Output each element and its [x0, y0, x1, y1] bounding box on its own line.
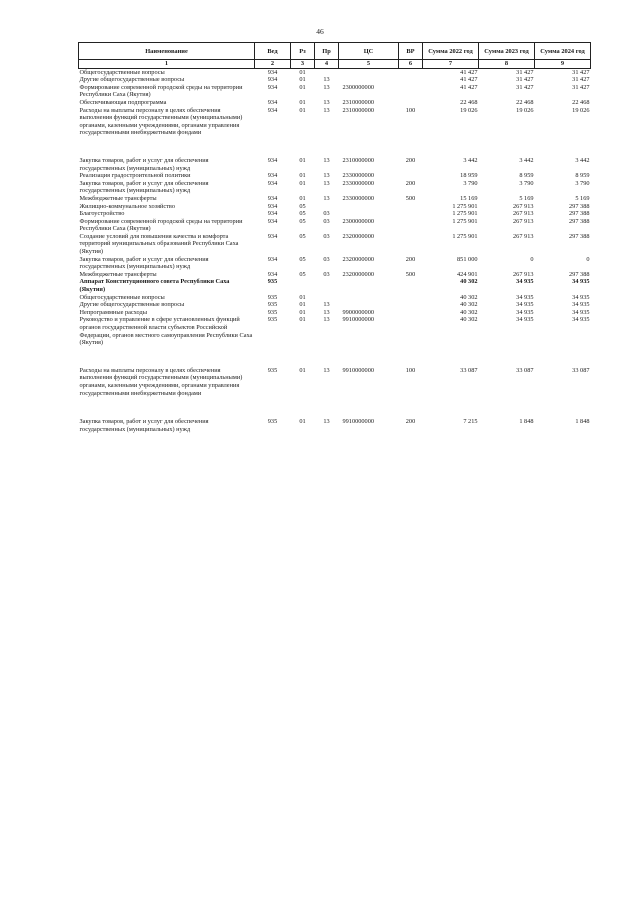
row-name: Общегосударственные вопросы [79, 293, 165, 301]
row-ved: 934 [267, 98, 278, 106]
row-name: Создание условий для повышения качества и комфорта территорий муниципальных образований Республики Саха (Якутия) [79, 232, 239, 256]
row-ved: 935 [267, 366, 278, 374]
row-vr [399, 278, 423, 293]
row-ved: 934 [267, 156, 278, 164]
row-sum-2024: 1 848 [575, 418, 590, 426]
row-name: Аппарат Конституционного совета Республики Саха (Якутия) [79, 278, 230, 294]
row-sum-2023: 34 935 [516, 308, 534, 316]
row-rz: 01 [299, 293, 306, 301]
row-vr [399, 76, 423, 84]
row-cs: 2320000000 [342, 270, 374, 278]
row-rz: 01 [299, 172, 306, 180]
row-sum-2023: 3 442 [519, 156, 534, 164]
row-rz: 01 [299, 68, 306, 76]
row-sum-2023: 34 935 [516, 293, 534, 301]
row-sum-2022: 851 000 [457, 255, 478, 263]
row-sum-2023: 267 913 [513, 202, 534, 210]
row-ved: 934 [267, 83, 278, 91]
row-sum-2023: 1 848 [519, 418, 534, 426]
row-cs: 2330000000 [342, 194, 374, 202]
row-sum-2022: 7 215 [463, 418, 478, 426]
row-sum-2023: 31 427 [516, 76, 534, 84]
row-rz: 01 [299, 194, 306, 202]
row-vr [399, 203, 423, 211]
column-number: 1 [79, 60, 255, 69]
row-vr: 100 [405, 366, 416, 374]
row-pr: 13 [323, 83, 330, 91]
row-sum-2022: 18 959 [460, 172, 478, 180]
row-sum-2024: 34 935 [572, 278, 590, 286]
row-vr [399, 294, 423, 302]
row-ved: 935 [267, 301, 278, 309]
budget-table [78, 42, 591, 433]
row-sum-2024: 22 468 [572, 98, 590, 106]
row-ved: 934 [267, 270, 278, 278]
row-pr: 13 [323, 179, 330, 187]
table-row [79, 203, 591, 211]
row-vr [399, 210, 423, 218]
row-sum-2023: 267 913 [513, 210, 534, 218]
row-ved: 935 [267, 418, 278, 426]
row-rz: 05 [299, 270, 306, 278]
row-rz: 01 [299, 301, 306, 309]
row-sum-2024: 19 026 [572, 106, 590, 114]
row-ved: 935 [267, 316, 278, 324]
row-rz: 05 [299, 232, 306, 240]
row-pr: 13 [323, 316, 330, 324]
table-body [79, 68, 591, 433]
column-number-row [79, 60, 591, 69]
row-rz: 01 [299, 308, 306, 316]
row-cs: 2320000000 [342, 255, 374, 263]
row-cs: 2300000000 [342, 217, 374, 225]
row-sum-2022: 1 275 901 [452, 202, 478, 210]
header-cell: Вед [255, 43, 291, 60]
row-ved: 934 [267, 194, 278, 202]
row-name: Другие общегосударственные вопросы [79, 76, 185, 84]
row-pr [315, 68, 339, 76]
row-sum-2024: 297 388 [569, 202, 590, 210]
table-row [79, 347, 591, 397]
row-pr: 03 [323, 255, 330, 263]
column-number: 9 [535, 60, 591, 69]
row-name: Межбюджетные трансферты [79, 270, 157, 278]
table-row [79, 316, 591, 346]
row-rz: 01 [299, 106, 306, 114]
table-row [79, 301, 591, 309]
row-sum-2024: 34 935 [572, 316, 590, 324]
row-cs: 9910000000 [342, 316, 374, 324]
header-cell: Пр [315, 43, 339, 60]
row-vr [399, 301, 423, 309]
row-cs: 2320000000 [342, 232, 374, 240]
row-pr: 13 [323, 156, 330, 164]
row-cs [339, 68, 399, 76]
row-name: Формирование современной городской среды на территории Республики Саха (Якутия) [79, 217, 243, 233]
row-sum-2023: 34 935 [516, 278, 534, 286]
row-sum-2022: 15 169 [460, 194, 478, 202]
row-sum-2022: 22 468 [460, 98, 478, 106]
row-name: Обеспечивающая подпрограмма [79, 98, 167, 106]
row-name: Формирование современной городской среды на территории Республики Саха (Якутия) [79, 83, 243, 99]
row-sum-2024: 34 935 [572, 308, 590, 316]
row-sum-2023: 31 427 [516, 83, 534, 91]
row-ved: 934 [267, 202, 278, 210]
table-row [79, 210, 591, 218]
row-cs: 2310000000 [342, 98, 374, 106]
column-number: 7 [423, 60, 479, 69]
row-sum-2024: 33 087 [572, 366, 590, 374]
row-ved: 934 [267, 172, 278, 180]
table-row [79, 180, 591, 195]
table-row [79, 84, 591, 99]
row-rz: 01 [299, 83, 306, 91]
row-sum-2024: 31 427 [572, 68, 590, 76]
row-sum-2023: 34 935 [516, 316, 534, 324]
row-rz: 01 [299, 156, 306, 164]
row-sum-2022: 3 790 [463, 179, 478, 187]
row-vr: 500 [405, 270, 416, 278]
row-sum-2023: 3 790 [519, 179, 534, 187]
table-row [79, 256, 591, 271]
table-row [79, 137, 591, 172]
row-sum-2023: 5 169 [519, 194, 534, 202]
row-rz: 01 [299, 98, 306, 106]
row-cs: 9900000000 [342, 308, 374, 316]
row-ved: 934 [267, 210, 278, 218]
table-row [79, 233, 591, 256]
row-name: Закупка товаров, работ и услуг для обеспечения государственных (муниципальных) нужд [79, 255, 209, 271]
row-ved: 934 [267, 217, 278, 225]
row-ved: 935 [267, 278, 278, 286]
row-sum-2023: 33 087 [516, 366, 534, 374]
row-vr [399, 233, 423, 256]
row-cs [339, 301, 399, 309]
row-rz: 05 [299, 210, 306, 218]
table-row [79, 107, 591, 137]
row-name: Межбюджетные трансферты [79, 194, 157, 202]
row-rz: 05 [299, 217, 306, 225]
row-cs: 2300000000 [342, 83, 374, 91]
row-sum-2023: 267 913 [513, 232, 534, 240]
row-sum-2024: 31 427 [572, 83, 590, 91]
row-pr: 13 [323, 98, 330, 106]
row-pr: 13 [323, 308, 330, 316]
header-cell: Наименование [79, 43, 255, 60]
row-cs [339, 210, 399, 218]
row-sum-2024: 3 442 [575, 156, 590, 164]
row-vr [399, 84, 423, 99]
row-name: Жилищно-коммунальное хозяйство [79, 202, 176, 210]
column-number: 8 [479, 60, 535, 69]
header-cell: Сумма 2024 год [535, 43, 591, 60]
row-vr: 200 [405, 255, 416, 263]
row-sum-2024: 297 388 [569, 217, 590, 225]
row-sum-2024: 297 388 [569, 210, 590, 218]
column-number: 2 [255, 60, 291, 69]
table-row [79, 195, 591, 203]
row-sum-2024: 34 935 [572, 293, 590, 301]
row-vr: 100 [405, 106, 416, 114]
column-number: 4 [315, 60, 339, 69]
row-pr: 03 [323, 210, 330, 218]
row-pr: 13 [323, 418, 330, 426]
row-sum-2023: 267 913 [513, 217, 534, 225]
row-pr [315, 203, 339, 211]
table-row [79, 294, 591, 302]
column-number: 5 [339, 60, 399, 69]
row-cs: 2310000000 [342, 156, 374, 164]
row-vr: 200 [405, 156, 416, 164]
row-rz: 01 [299, 179, 306, 187]
row-vr [399, 218, 423, 233]
row-vr [399, 172, 423, 180]
row-pr: 03 [323, 270, 330, 278]
row-vr: 200 [405, 418, 416, 426]
row-sum-2023: 22 468 [516, 98, 534, 106]
column-number: 6 [399, 60, 423, 69]
row-name: Непрограммные расходы [79, 308, 147, 316]
row-pr: 13 [323, 194, 330, 202]
row-cs [339, 203, 399, 211]
row-sum-2023: 34 935 [516, 301, 534, 309]
row-sum-2022: 40 302 [460, 301, 478, 309]
row-sum-2023: 267 913 [513, 270, 534, 278]
row-ved: 935 [267, 293, 278, 301]
row-cs: 2330000000 [342, 172, 374, 180]
row-sum-2022: 40 302 [460, 278, 478, 286]
row-sum-2024: 297 388 [569, 270, 590, 278]
row-sum-2023: 0 [530, 255, 534, 263]
row-sum-2022: 3 442 [463, 156, 478, 164]
row-rz: 01 [299, 76, 306, 84]
row-name: Реализация градостроительной политики [79, 172, 191, 180]
row-cs: 9910000000 [342, 366, 374, 374]
row-rz: 01 [299, 366, 306, 374]
row-sum-2024: 31 427 [572, 76, 590, 84]
row-sum-2022: 41 427 [460, 68, 478, 76]
table-row [79, 309, 591, 317]
header-row [79, 43, 591, 60]
row-rz: 01 [299, 316, 306, 324]
row-pr: 13 [323, 106, 330, 114]
row-sum-2022: 40 302 [460, 308, 478, 316]
table-row [79, 172, 591, 180]
row-vr: 500 [405, 194, 416, 202]
row-ved: 934 [267, 106, 278, 114]
row-sum-2022: 33 087 [460, 366, 478, 374]
row-sum-2023: 31 427 [516, 68, 534, 76]
row-sum-2023: 19 026 [516, 106, 534, 114]
row-cs: 2330000000 [342, 179, 374, 187]
row-sum-2022: 1 275 901 [452, 210, 478, 218]
row-vr [399, 68, 423, 76]
row-sum-2022: 40 302 [460, 293, 478, 301]
row-sum-2023: 8 959 [519, 172, 534, 180]
row-name: Расходы на выплаты персоналу в целях обеспечения выполнения функций государственными (муниципальными) органами, казенными учреждениями, органами управления государственными внебюджетными фондами [79, 366, 243, 397]
row-pr: 13 [323, 301, 330, 309]
row-pr: 13 [323, 366, 330, 374]
row-vr [399, 316, 423, 346]
row-sum-2022: 1 275 901 [452, 232, 478, 240]
row-cs [339, 278, 399, 293]
row-rz: 05 [299, 202, 306, 210]
row-sum-2024: 297 388 [569, 232, 590, 240]
row-ved: 934 [267, 76, 278, 84]
table-row [79, 76, 591, 84]
row-rz: 01 [299, 418, 306, 426]
row-pr: 03 [323, 232, 330, 240]
header-cell: ВР [399, 43, 423, 60]
row-ved: 934 [267, 232, 278, 240]
page-number: 46 [316, 27, 324, 36]
table-row [79, 397, 591, 433]
table-row [79, 271, 591, 279]
row-ved: 934 [267, 179, 278, 187]
row-name: Руководство и управление в сфере установленных функций органов государственной власти субъектов Российской Федерации, органов местного самоуправления Республики Саха (Якутия) [79, 316, 253, 347]
row-sum-2022: 41 427 [460, 76, 478, 84]
row-cs: 9910000000 [342, 418, 374, 426]
row-ved: 934 [267, 255, 278, 263]
row-cs [339, 294, 399, 302]
table-row [79, 99, 591, 107]
row-vr [399, 309, 423, 317]
row-name: Другие общегосударственные вопросы [79, 301, 185, 309]
row-sum-2022: 1 275 901 [452, 217, 478, 225]
row-pr: 03 [323, 217, 330, 225]
row-sum-2022: 41 427 [460, 83, 478, 91]
table-row [79, 68, 591, 76]
row-name: Расходы на выплаты персоналу в целях обеспечения выполнения функций государственными (муниципальными) органами, казенными учреждениями, органами управления государственными внебюджетными фондами [79, 106, 243, 137]
row-cs [339, 76, 399, 84]
row-pr: 13 [323, 172, 330, 180]
row-name: Закупка товаров, работ и услуг для обеспечения государственных (муниципальных) нужд [79, 179, 209, 195]
row-rz [291, 278, 315, 293]
row-name: Благоустройство [79, 210, 125, 218]
row-sum-2024: 5 169 [575, 194, 590, 202]
row-cs: 2310000000 [342, 106, 374, 114]
header-cell: ЦС [339, 43, 399, 60]
row-name: Общегосударственные вопросы [79, 68, 165, 76]
row-pr [315, 278, 339, 293]
row-ved: 934 [267, 68, 278, 76]
row-sum-2024: 0 [586, 255, 590, 263]
row-sum-2024: 34 935 [572, 301, 590, 309]
table-row [79, 218, 591, 233]
row-name: Закупка товаров, работ и услуг для обеспечения государственных (муниципальных) нужд [79, 156, 209, 172]
row-rz: 05 [299, 255, 306, 263]
row-sum-2024: 3 790 [575, 179, 590, 187]
row-sum-2022: 424 901 [457, 270, 478, 278]
header-cell: Сумма 2022 год [423, 43, 479, 60]
row-ved: 935 [267, 308, 278, 316]
header-cell: Рз [291, 43, 315, 60]
row-sum-2022: 40 302 [460, 316, 478, 324]
row-pr [315, 294, 339, 302]
row-sum-2024: 8 959 [575, 172, 590, 180]
column-number: 3 [291, 60, 315, 69]
header-cell: Сумма 2023 год [479, 43, 535, 60]
row-sum-2022: 19 026 [460, 106, 478, 114]
row-vr [399, 99, 423, 107]
table-row [79, 278, 591, 293]
row-vr: 200 [405, 179, 416, 187]
row-name: Закупка товаров, работ и услуг для обеспечения государственных (муниципальных) нужд [79, 418, 209, 433]
row-pr: 13 [323, 76, 330, 84]
